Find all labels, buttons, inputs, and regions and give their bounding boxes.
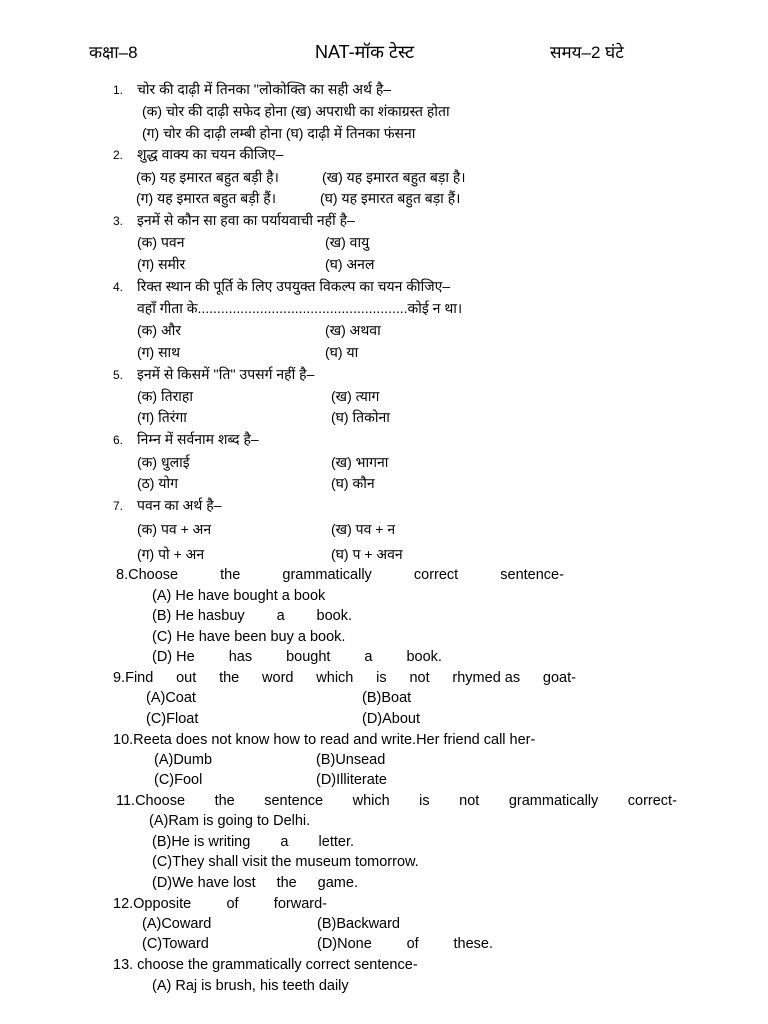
word: of [406, 936, 419, 952]
option-a: (A)Dumb [154, 752, 213, 768]
question-text: चोर की दाढ़ी में तिनका ''लोकोक्ति का सही अर्थ है– [137, 81, 392, 97]
option-d: (घ) तिकोना [331, 409, 390, 425]
page-title: NAT-मॉक टेस्ट [315, 42, 415, 62]
question-12 [113, 895, 327, 913]
option-c: (C)Float [146, 711, 199, 727]
option-b: (ख) पव + न [331, 521, 396, 537]
option-d: (D)Illiterate [316, 772, 387, 788]
word: (D)We have lost [152, 875, 256, 891]
option-b: (B)Unsead [316, 752, 386, 768]
word: the [220, 567, 241, 583]
option-c: (ठ) योग [137, 475, 178, 491]
option-a: (A)Ram is going to Delhi. [149, 813, 311, 829]
question-text: निम्न में सर्वनाम शब्द है– [137, 431, 259, 447]
option-a: (A)Coward [142, 916, 212, 932]
option-d [152, 874, 358, 892]
word: correct- [627, 793, 677, 809]
option-a: (क) पव + अन [137, 521, 212, 537]
option-d: (घ) अनल [325, 256, 375, 272]
option-a: (A) Raj is brush, his teeth daily [152, 978, 349, 994]
word: the [219, 670, 240, 686]
option-c: (C)They shall visit the museum tomorrow. [152, 854, 419, 870]
word: out [176, 670, 197, 686]
word: grammatically [282, 567, 372, 583]
word: a [364, 649, 373, 665]
word: is [419, 793, 430, 809]
word: (B)He is writing [152, 834, 251, 850]
option-a: (क) और [137, 322, 182, 338]
question-13: 13. choose the grammatically correct sentence- [113, 957, 418, 973]
option-b [152, 833, 354, 851]
option-d: (D)About [362, 711, 421, 727]
word: correct [413, 567, 459, 583]
word: which [316, 670, 354, 686]
question-text: इनमें से किसमें ''ति'' उपसर्ग नहीं है– [137, 366, 315, 382]
word: 11.Choose [116, 793, 186, 809]
option-a: (क) तिराहा [137, 388, 193, 404]
word: a [280, 834, 289, 850]
option-b: (ख) त्याग [331, 388, 380, 404]
option-b: (ख) अथवा [325, 322, 381, 338]
option-b: (B)Boat [362, 690, 412, 706]
option-c: (ग) तिरंगा [137, 409, 187, 425]
question-number: 4. [113, 280, 124, 294]
option-c: (ग) यह इमारत बहुत बड़ी हैं। [136, 190, 277, 206]
option-b: (ख) भागना [331, 454, 389, 470]
word: letter. [318, 834, 354, 850]
word: sentence- [500, 567, 564, 583]
option-a: (क) पवन [137, 234, 185, 250]
option-d [152, 648, 442, 666]
word: (B) He hasbuy [152, 608, 245, 624]
word: (D)None [317, 936, 372, 952]
word: not [409, 670, 430, 686]
question-number: 7. [113, 499, 124, 513]
word: (D) He [152, 649, 195, 665]
option-d: (घ) प + अवन [331, 546, 403, 562]
word: the [276, 875, 297, 891]
word: the [214, 793, 235, 809]
option-b [152, 607, 352, 625]
question-text: रिक्त स्थान की पूर्ति के लिए उपयुक्त विकल्प का चयन कीजिए– [137, 278, 451, 294]
class-label: कक्षा–8 [89, 43, 138, 62]
fill-in-blank: वहाँ गीता के......................................................कोई न था। [137, 300, 463, 316]
option-c: (C)Fool [154, 772, 203, 788]
option-b: (B)Backward [317, 916, 400, 932]
word: rhymed as [452, 670, 521, 686]
question-number: 3. [113, 214, 124, 228]
question-text: इनमें से कौन सा हवा का पर्यायवाची नहीं है– [137, 212, 355, 228]
option-b: (ख) यह इमारत बहुत बड़ा है। [322, 169, 466, 185]
word: sentence [264, 793, 324, 809]
word: word [262, 670, 294, 686]
option-c: (ग) साथ [137, 344, 181, 360]
question-10: 10.Reeta does not know how to read and write.Her friend call her- [113, 732, 536, 748]
question-9 [113, 669, 576, 687]
option-c: (C) He have been buy a book. [152, 629, 346, 645]
word: 12.Opposite [113, 896, 192, 912]
option-c: (ग) पो + अन [137, 546, 205, 562]
option-a: (A) He have bought a book [152, 588, 326, 604]
question-number: 5. [113, 368, 124, 382]
option-b: (ख) वायु [325, 234, 370, 250]
option-row: (ग) चोर की दाढ़ी लम्बी होना (घ) दाढ़ी में तिनका फंसना [142, 125, 416, 141]
word: game. [317, 875, 358, 891]
word: 9.Find [113, 670, 154, 686]
option-c: (C)Toward [142, 936, 209, 952]
option-a: (क) धुलाई [137, 454, 190, 470]
word: book. [406, 649, 442, 665]
question-text: पवन का अर्थ है– [137, 497, 222, 513]
option-d: (घ) यह इमारत बहुत बड़ा हैं। [320, 190, 461, 206]
option-a: (A)Coat [146, 690, 196, 706]
word: forward- [273, 896, 327, 912]
word: bought [286, 649, 331, 665]
option-row: (क) चोर की दाढ़ी सफेद होना (ख) अपराधी का शंकाग्रस्त होता [142, 103, 450, 119]
option-a: (क) यह इमारत बहुत बड़ी है। [136, 169, 279, 185]
word: grammatically [508, 793, 599, 809]
word: which [352, 793, 390, 809]
word: goat- [542, 670, 576, 686]
time-label: समय–2 घंटे [550, 43, 624, 62]
word: a [276, 608, 285, 624]
question-number: 6. [113, 433, 124, 447]
word: not [459, 793, 480, 809]
option-d: (घ) या [325, 344, 359, 360]
question-text: शुद्ध वाक्य का चयन कीजिए– [137, 146, 284, 162]
option-d [317, 935, 493, 953]
question-11 [116, 792, 677, 810]
question-number: 1. [113, 83, 124, 97]
word: these. [453, 936, 493, 952]
question-number: 2. [113, 148, 124, 162]
question-8 [116, 566, 564, 584]
option-c: (ग) समीर [137, 256, 186, 272]
option-d: (घ) कौन [331, 475, 375, 491]
word: is [376, 670, 387, 686]
word: has [228, 649, 253, 665]
word: 8.Choose [116, 567, 179, 583]
word: book. [316, 608, 352, 624]
word: of [226, 896, 239, 912]
